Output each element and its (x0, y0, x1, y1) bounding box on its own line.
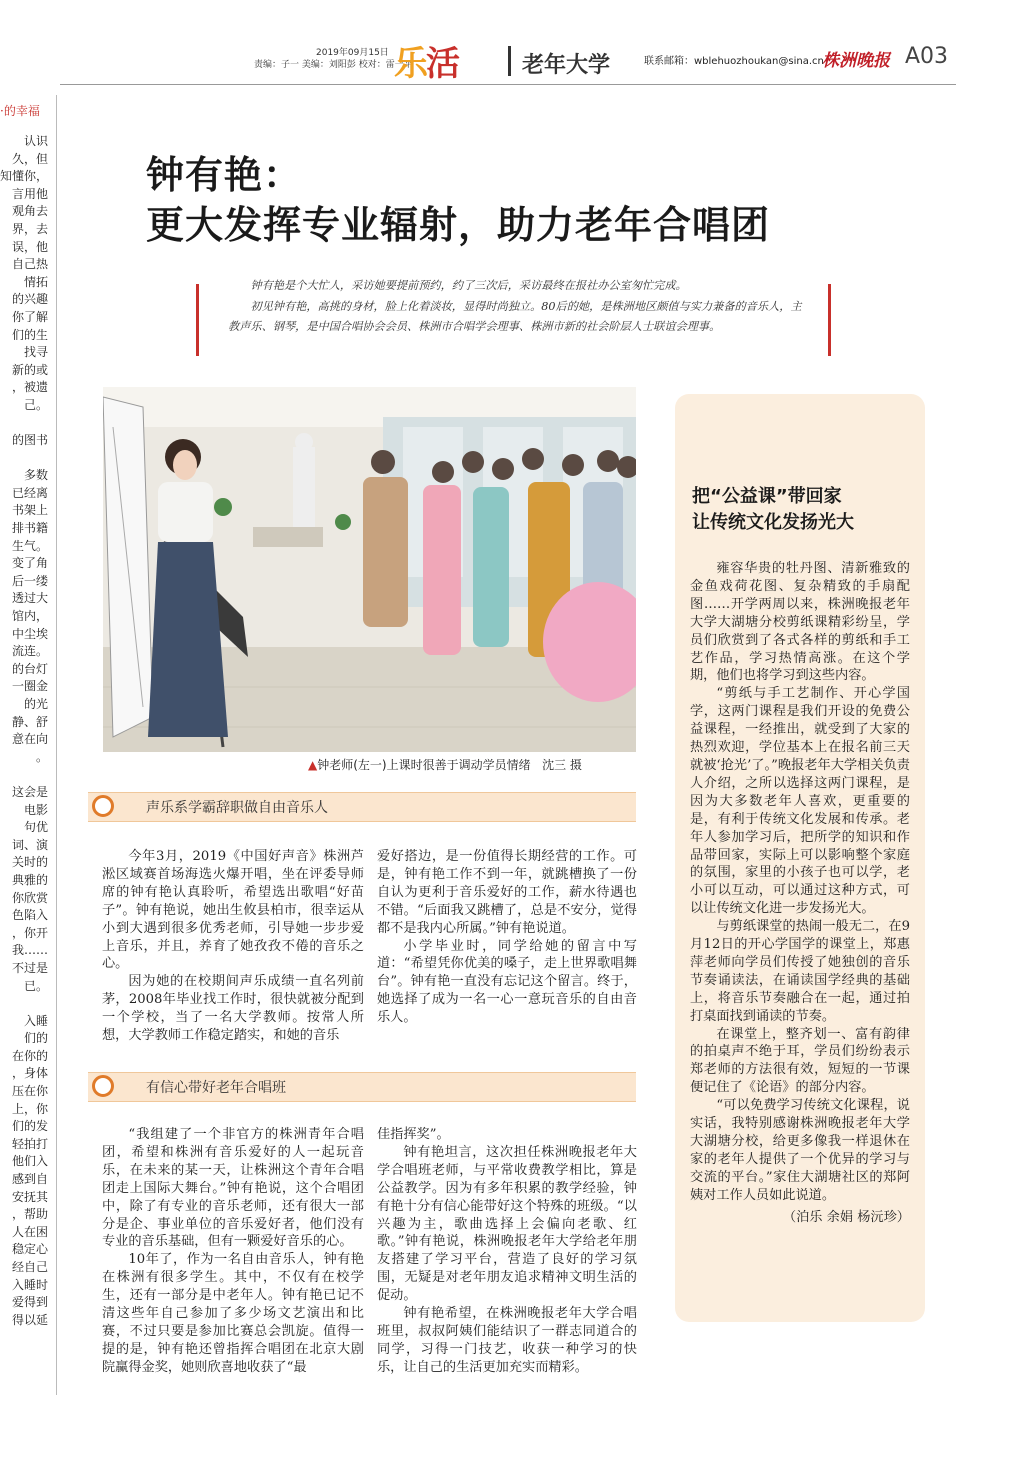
left-fragment-line: 不过是 (11, 960, 48, 975)
left-fragment-line: 知懂你， (0, 169, 48, 184)
left-fragment-line: ，被遗 (11, 380, 48, 395)
left-fragment-line (0, 766, 48, 784)
left-fragment-line: 感到自 (11, 1172, 48, 1187)
left-fragment-line: 多数 (23, 468, 48, 483)
s2-col1-paragraph: 10年了，作为一名自由音乐人，钟有艳在株洲有很多学生。其中，不仅有在校学生，还有一部分是中老年人。钟有艳已记不清这些年自己参加了多少场文艺演出和比赛，不过只要是参加比赛总会凯旋。值得一提的是，钟有艳还曾指挥合唱团在北京大剧院赢得金奖，她则欣喜地收获了“最 (102, 1252, 364, 1375)
left-fragment-line: 你欣赏 (11, 890, 48, 905)
left-fragment-line: 的图书 (11, 433, 48, 448)
header-date: 2019年09月15日 (316, 48, 389, 58)
left-fragment-line: 词、演 (11, 837, 48, 852)
caption-triangle-icon: ▲ (308, 758, 318, 772)
left-fragment-line: 他们入 (11, 1154, 48, 1169)
left-fragment-line: 的兴趣 (11, 292, 48, 307)
sidebar-paragraph: “剪纸与手工艺制作、开心学国学，这两门课程是我们开设的免费公益课程，一经推出，就受到了大家的热烈欢迎，学位基本上在报名前三天就被‘抢光’了。”晚报老年大学相关负责人介绍，之所以选择这两门课程，是因为大多数老年人喜欢，更重要的是，有利于传统文化发展和传承。老年人参加学习后，把所学的知识和作品带回家，实际上可以影响整个家庭的氛围，家里的小孩子也可以学，老小可以互动，可以通过这种方式，可以让传统文化进一步发扬光大。 (690, 686, 910, 917)
section1-circle-icon (92, 795, 114, 817)
left-fragment-line: 稳定心 (11, 1242, 48, 1257)
s2-col1-paragraph: “我组建了一个非官方的株洲青年合唱团，希望和株洲有音乐爱好的人一起玩音乐，在未来的某一天，让株洲这个青年合唱团走上国际大舞台。”钟有艳说，这个合唱团中，除了有专业的音乐老师，还有很大一部分是企、事业单位的音乐爱好者，他们没有专业的音乐基础，但有一颗爱好音乐的心。 (102, 1127, 364, 1250)
s1-col2-paragraph: 小学毕业时，同学给她的留言中写道：“希望凭你优美的嗓子，走上世界歌唱舞台”。钟有艳一直没有忘记这个留言。终于，她选择了成为一名一心一意玩音乐的自由音乐人。 (377, 938, 637, 1026)
left-fragment-line: 找寻 (23, 345, 48, 360)
logo-char-right: 活 (426, 44, 458, 84)
left-fragment-line: 电影 (23, 802, 48, 817)
s1-col1-paragraph: 今年3月，2019《中国好声音》株洲芦淞区域赛首场海选火爆开唱，坐在评委导师席的钟有艳认真聆听，希望选出歌唱“好苗子”。钟有艳说，她出生攸县柏市，很幸运从小到大遇到很多优秀老师，引导她一步步爱上音乐，并且，养育了她孜孜不倦的音乐之心。 (102, 849, 364, 972)
left-fragment-line: 变了角 (11, 556, 48, 571)
intro-block (228, 276, 808, 338)
section2-heading: 有信心带好老年合唱班 (146, 1080, 286, 1096)
left-fragment-line: 们的发 (11, 1119, 48, 1134)
section2-circle-icon (92, 1075, 114, 1097)
column-logo (394, 36, 458, 85)
section-name: 老年大学 (522, 53, 611, 78)
left-fragment-line: 一圈金 (11, 679, 48, 694)
left-fragment-line: 生气。 (11, 538, 48, 553)
left-fragment-line: 们的生 (11, 327, 48, 342)
section1-heading: 声乐系学霸辞职做自由音乐人 (146, 800, 328, 816)
left-fragment-line (0, 450, 48, 468)
left-fragment-line: 认识 (23, 134, 48, 148)
logo-char-left: 乐 (394, 44, 426, 84)
sidebar-body (690, 560, 910, 1227)
left-fragment-line: 已。 (23, 978, 48, 993)
left-fragment-line: 已经离 (11, 485, 48, 500)
sidebar-paragraph: 与剪纸课堂的热闹一般无二，在9月12日的开心学国学的课堂上，郑惠萍老师向学员们传授了她独创的音乐节奏诵读法，在诵读国学经典的基础上，将音乐节奏融合在一起，通过拍打桌面找到诵读的节奏。 (690, 919, 910, 1024)
header-rule (60, 84, 956, 85)
section2-col1 (102, 1126, 364, 1377)
photo-credit: 沈三 摄 (542, 758, 582, 772)
s1-col1-paragraph: 因为她的在校期间声乐成绩一直名列前茅，2008年毕业找工作时，很快就被分配到一个学校，当了一名大学教师。按常人所想，大学教师工作稳定踏实，和她的音乐 (102, 974, 364, 1044)
left-fragment-line: 言用他 (11, 186, 48, 201)
left-fragment-line: 久，但 (11, 151, 48, 166)
sidebar-byline: （泊乐 余娟 杨沅珍） (782, 1209, 910, 1225)
left-fragment-line: 意在向 (11, 732, 48, 747)
sidebar-title-line1: 把“公益课”带回家 (692, 486, 842, 507)
section-divider-mark (508, 46, 511, 76)
left-fragment-line: 入睡时 (11, 1277, 48, 1292)
left-fragment-heading-text: 的幸福 (3, 104, 40, 118)
left-fragment-heading: ·的幸福 (0, 104, 40, 118)
s1-col2-paragraph: 爱好搭边，是一份值得长期经营的工作。可是，钟有艳工作不到一年，就跳槽换了一份自认为更利于音乐爱好的工作，薪水待遇也不错。“后面我又跳槽了，总是不安分，觉得都不是我内心所属。”钟有艳说道。 (377, 849, 637, 936)
left-fragment-line: 静、舒 (11, 714, 48, 729)
left-column-fragment (0, 133, 48, 1393)
article-photo (103, 387, 636, 752)
s2-col2-paragraph: 钟有艳坦言，这次担任株洲晚报老年大学合唱班老师，与平常收费教学相比，算是公益教学。因为有多年积累的教学经验，钟有艳十分有信心能带好这个特殊的班级。“以兴趣为主，歌曲选择上会偏向老歌、红歌。”钟有艳说，株洲晚报老年大学给老年朋友搭建了学习平台，营造了良好的学习氛围，无疑是对老年朋友追求精神文明生活的促动。 (377, 1144, 637, 1304)
left-fragment-line: 界，去 (11, 221, 48, 236)
photo-illustration (103, 387, 636, 752)
left-fragment-line: 。 (35, 749, 48, 764)
left-fragment-line: 典雅的 (11, 872, 48, 887)
intro-accent-bar-right (828, 284, 831, 356)
sidebar-paragraph: “可以免费学习传统文化课程，说实话，我特别感谢株洲晚报老年大学大湖塘分校，给更多像我一样退休在家的老年人提供了一个优异的学习与交流的平台。”家住大湖塘社区的郑阿姨对工作人员如此说道。 (690, 1098, 910, 1203)
left-fragment-line: 情拓 (23, 274, 48, 289)
header-credits: 责编：子一 美编：刘阳彭 校对：雷一平 (254, 60, 413, 70)
left-fragment-line: 入睡 (23, 1013, 48, 1028)
contact-email: 联系邮箱：wblehuozhoukan@sina.cn (644, 56, 824, 67)
article-title-line2: 更大发挥专业辐射，助力老年合唱团 (146, 203, 771, 247)
left-fragment-line: 们的 (23, 1031, 48, 1046)
article-title-line1: 钟有艳： (146, 153, 303, 197)
left-fragment-line (0, 415, 48, 433)
left-fragment-line: 我…… (11, 943, 48, 958)
left-fragment-line: 新的或 (11, 362, 48, 377)
left-fragment-line: 安抚其 (11, 1189, 48, 1204)
left-fragment-line: 你了解 (11, 309, 48, 324)
photo-caption (308, 756, 582, 773)
left-fragment-line: ，身体 (11, 1066, 48, 1081)
newspaper-name: 株洲晚报 (822, 51, 890, 71)
page-number: A03 (905, 44, 949, 69)
sidebar-title-line2: 让传统文化发扬光大 (692, 512, 854, 533)
section1-col2 (377, 848, 637, 1027)
left-fragment-line: 句优 (23, 820, 48, 835)
intro-paragraph-2: 初见钟有艳，高挑的身材，脸上化着淡妆，显得时尚独立。80后的她，是株洲地区颇值与实力兼备的音乐人，主教声乐、钢琴，是中国合唱协会会员、株洲市合唱学会理事、株洲市新的社会阶层人士联谊会理事。 (228, 299, 802, 333)
left-fragment-line: 己。 (23, 397, 48, 412)
left-fragment-line (0, 995, 48, 1013)
left-fragment-line: 观角去 (11, 204, 48, 219)
left-fragment-line: 上，你 (11, 1101, 48, 1116)
left-fragment-line: ，帮助 (11, 1207, 48, 1222)
left-fragment-line: 的光 (23, 697, 48, 711)
sidebar-paragraph: 在课堂上，整齐划一、富有韵律的拍桌声不绝于耳，学员们纷纷表示郑老师的方法很有效，短短的一节课便记住了《论语》的部分内容。 (690, 1026, 910, 1096)
left-fragment-line: 透过大 (11, 591, 48, 606)
left-fragment-line: 流连。 (11, 644, 48, 659)
left-fragment-line: 自己热 (11, 257, 48, 272)
left-fragment-line: 馆内， (11, 609, 48, 624)
left-fragment-line: 人在困 (11, 1224, 48, 1239)
left-fragment-line: 关时的 (11, 855, 48, 870)
left-fragment-line: 书架上 (11, 503, 48, 518)
left-fragment-line: ，你开 (11, 925, 48, 940)
left-fragment-line: 排书籍 (11, 521, 48, 536)
left-fragment-line: 误，他 (11, 239, 48, 254)
left-fragment-line: 后一缕 (11, 573, 48, 588)
section1-col1 (102, 848, 364, 1045)
left-fragment-line: 经自己 (11, 1260, 48, 1274)
s2-col2-paragraph: 佳指挥奖”。 (377, 1127, 450, 1142)
left-fragment-line: 色陷入 (11, 908, 48, 923)
intro-paragraph-1: 钟有艳是个大忙人，采访她要提前预约，约了三次后，采访最终在报社办公室匆忙完成。 (250, 279, 687, 292)
section2-col2 (377, 1126, 637, 1377)
left-fragment-divider (56, 95, 57, 1395)
left-fragment-line: 中尘埃 (11, 626, 48, 641)
sidebar-paragraph: 雍容华贵的牡丹图、清新雅致的金鱼戏荷花图、复杂精致的手扇配图……开学两周以来，株洲晚报老年大学大湖塘分校剪纸课精彩纷呈，学员们欣赏到了各式各样的剪纸和手工艺作品，学习热情高涨。在这个学期，他们也将学习到这些内容。 (690, 561, 910, 684)
left-fragment-line: 在你的 (11, 1048, 48, 1063)
left-fragment-line: 压在你 (11, 1084, 48, 1099)
left-fragment-line: 的台灯 (11, 661, 48, 676)
s2-col2-paragraph: 钟有艳希望，在株洲晚报老年大学合唱班里，叔叔阿姨们能结识了一群志同道合的同学，习得一门技艺，收获一种学习的快乐，让自己的生活更加充实而精彩。 (377, 1306, 637, 1375)
left-fragment-line: 爱得到 (11, 1295, 48, 1310)
left-fragment-line: 得以延 (11, 1312, 48, 1327)
caption-text: 钟老师(左一)上课时很善于调动学员情绪 (317, 758, 531, 772)
intro-accent-bar (196, 284, 199, 356)
left-fragment-line: 这会是 (11, 784, 48, 799)
left-fragment-line: 轻拍打 (11, 1136, 48, 1151)
